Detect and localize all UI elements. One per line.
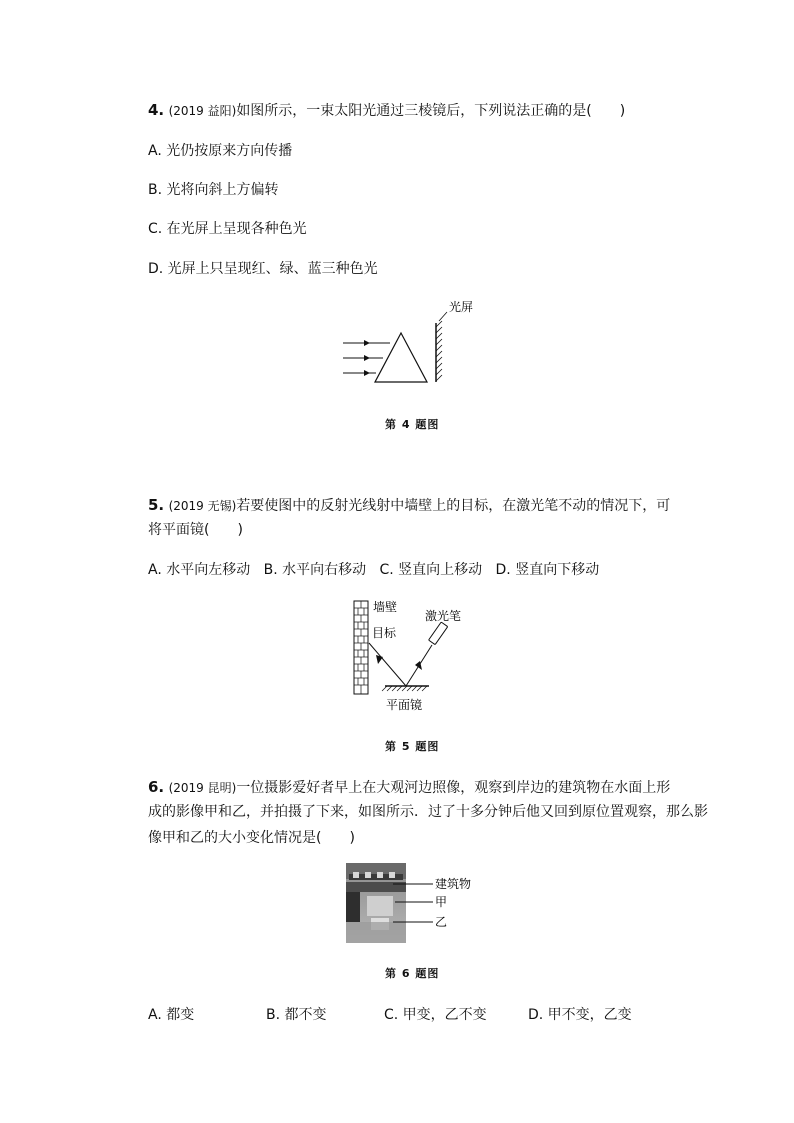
q5-figure-mirror: [345, 595, 475, 715]
q4-option-a[interactable]: A. 光仍按原来方向传播: [148, 143, 293, 159]
q6-text-line1: 一位摄影爱好者早上在大观河边照像，观察到岸边的建筑物在水面上形: [236, 780, 671, 796]
q4-stem: [148, 101, 625, 120]
building-label: 建筑物: [435, 877, 472, 891]
q6-option-c[interactable]: C. 甲变，乙不变: [384, 1007, 487, 1023]
q4-caption: 第 4 题图: [385, 418, 440, 431]
q5-option-c[interactable]: C. 竖直向上移动: [379, 562, 483, 578]
q4-figure-prism: [335, 295, 485, 390]
q6-number: 6.: [148, 778, 165, 796]
q5-text-line1: 若要使图中的反射光线射中墙壁上的目标，在激光笔不动的情况下，可: [236, 498, 671, 514]
q6-option-b[interactable]: B. 都不变: [266, 1007, 327, 1023]
screen-hatch: [436, 321, 442, 381]
q5-stem-line2: 将平面镜( ): [148, 522, 243, 538]
q5-option-d[interactable]: D. 竖直向下移动: [495, 562, 600, 578]
q4-number: 4.: [148, 101, 165, 119]
q6-stem-line2: 成的影像甲和乙，并拍摄了下来，如图所示．过了十多分钟后他又回到原位置观察，那么影: [148, 804, 708, 820]
reflected-ray: [369, 643, 406, 686]
q6-option-d[interactable]: D. 甲不变，乙变: [528, 1007, 632, 1023]
q6-caption: 第 6 题图: [385, 967, 440, 980]
ray-arrows: [364, 340, 370, 376]
q5-stem-line1: [148, 496, 670, 515]
q4-text: 如图所示，一束太阳光通过三棱镜后，下列说法正确的是( ): [236, 103, 626, 119]
q5-source: (2019 无锡): [168, 499, 237, 513]
jia-label: 甲: [435, 895, 448, 909]
wall-label: 墙壁: [373, 600, 398, 614]
q6-stem-line3: 像甲和乙的大小变化情况是( ): [148, 830, 355, 846]
laser-pen: [429, 622, 448, 645]
q5-options-row: [148, 559, 599, 579]
q4-option-c[interactable]: C. 在光屏上呈现各种色光: [148, 221, 307, 237]
river-photo: [346, 863, 406, 943]
q5-option-a[interactable]: A. 水平向左移动: [148, 562, 251, 578]
q6-stem-line1: [148, 778, 670, 797]
q5-caption: 第 5 题图: [385, 740, 440, 753]
mirror-label: 平面镜: [386, 698, 423, 712]
brick-wall: [354, 601, 368, 694]
screen-label: 光屏: [449, 300, 474, 314]
laser-pen-label: 激光笔: [425, 609, 462, 623]
q5-option-b[interactable]: B. 水平向右移动: [263, 562, 367, 578]
q6-option-a[interactable]: A. 都变: [148, 1007, 195, 1023]
q6-source: (2019 昆明): [168, 781, 237, 795]
target-label: 目标: [372, 626, 397, 640]
q4-option-b[interactable]: B. 光将向斜上方偏转: [148, 182, 279, 198]
yi-label: 乙: [435, 915, 448, 929]
q6-figure-photo: [345, 862, 485, 944]
q4-option-d[interactable]: D. 光屏上只呈现红、绿、蓝三种色光: [148, 261, 378, 277]
q4-source: (2019 益阳): [168, 104, 237, 118]
q5-number: 5.: [148, 496, 165, 514]
